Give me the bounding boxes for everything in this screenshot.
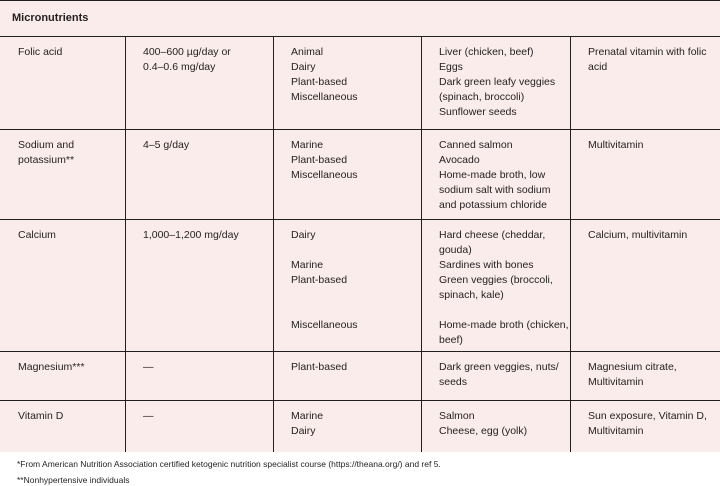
- cell-line: acid: [588, 61, 608, 73]
- nutrient-cell: [18, 228, 56, 243]
- amount-cell: [143, 360, 154, 375]
- cell-line: Marine: [291, 410, 324, 422]
- sources-cell: [291, 409, 323, 439]
- cell-line: Calcium: [18, 229, 56, 241]
- footnote-source: *From American Nutrition Association certified ketogenic nutrition specialist course (https://theana.org/) and ref 5.: [17, 459, 441, 469]
- row-divider: [0, 36, 720, 37]
- footnote-nonhypertensive: **Nonhypertensive individuals: [17, 475, 130, 485]
- cell-line: gouda): [439, 244, 472, 256]
- sources-cell: [291, 45, 358, 105]
- cell-line: beef): [439, 334, 463, 346]
- cell-line: potassium**: [18, 154, 75, 166]
- cell-line: Plant-based: [291, 274, 348, 286]
- sources-cell: [291, 138, 358, 183]
- cell-line: Canned salmon: [439, 139, 513, 151]
- cell-line: [291, 303, 358, 318]
- row-divider: [0, 400, 720, 401]
- foods-cell: [439, 45, 555, 120]
- nutrient-cell: [18, 45, 62, 60]
- supplement-cell: [588, 138, 643, 153]
- cell-line: Salmon: [439, 410, 475, 422]
- cell-line: Marine: [291, 139, 324, 151]
- cell-line: 1,000–1,200 mg/day: [143, 229, 239, 241]
- cell-line: Miscellaneous: [291, 319, 358, 331]
- cell-line: Sunflower seeds: [439, 106, 517, 118]
- cell-line: Miscellaneous: [291, 91, 358, 103]
- section-header: Micronutrients: [12, 12, 89, 24]
- foods-cell: [439, 138, 550, 213]
- amount-cell: [143, 138, 189, 153]
- cell-line: —: [143, 410, 154, 422]
- cell-line: [291, 243, 358, 258]
- cell-line: spinach, kale): [439, 289, 504, 301]
- cell-line: [291, 288, 358, 303]
- supplement-cell: [588, 409, 707, 439]
- sources-cell: [291, 228, 358, 333]
- column-divider: [421, 36, 422, 452]
- amount-cell: [143, 45, 231, 75]
- cell-line: Dairy: [291, 229, 316, 241]
- cell-line: Multivitamin: [588, 425, 644, 437]
- cell-line: Sun exposure, Vitamin D,: [588, 410, 707, 422]
- cell-line: 0.4–0.6 mg/day: [143, 61, 216, 73]
- column-divider: [273, 36, 274, 452]
- nutrient-cell: [18, 360, 85, 375]
- row-divider: [0, 351, 720, 352]
- cell-line: Cheese, egg (yolk): [439, 425, 528, 437]
- cell-line: Marine: [291, 259, 324, 271]
- cell-line: Liver (chicken, beef): [439, 46, 534, 58]
- cell-line: Avocado: [439, 154, 480, 166]
- supplement-cell: [588, 228, 687, 243]
- cell-line: sodium salt with sodium: [439, 184, 551, 196]
- nutrient-cell: [18, 409, 63, 424]
- cell-line: Multivitamin: [588, 139, 644, 151]
- cell-line: Magnesium citrate,: [588, 361, 677, 373]
- cell-line: Eggs: [439, 61, 463, 73]
- cell-line: Dark green leafy veggies: [439, 76, 556, 88]
- cell-line: seeds: [439, 376, 468, 388]
- amount-cell: [143, 409, 154, 424]
- cell-line: Hard cheese (cheddar,: [439, 229, 546, 241]
- cell-line: Green veggies (broccoli,: [439, 274, 553, 286]
- cell-line: Sodium and: [18, 139, 75, 151]
- cell-line: Animal: [291, 46, 324, 58]
- cell-line: Plant-based: [291, 154, 348, 166]
- foods-cell: [439, 409, 527, 439]
- cell-line: Magnesium***: [18, 361, 85, 373]
- cell-line: Miscellaneous: [291, 169, 358, 181]
- cell-line: Dark green veggies, nuts/: [439, 361, 559, 373]
- nutrient-cell: [18, 138, 74, 168]
- cell-line: Plant-based: [291, 76, 348, 88]
- column-divider: [125, 36, 126, 452]
- cell-line: Home-made broth, low: [439, 169, 546, 181]
- cell-line: 400–600 µg/day or: [143, 46, 231, 58]
- cell-line: [439, 303, 569, 318]
- supplement-cell: [588, 45, 706, 75]
- amount-cell: [143, 228, 239, 243]
- row-divider: [0, 129, 720, 130]
- row-divider: [0, 0, 720, 1]
- column-divider: [570, 36, 571, 452]
- cell-line: Dairy: [291, 61, 316, 73]
- cell-line: Home-made broth (chicken,: [439, 319, 569, 331]
- cell-line: Vitamin D: [18, 410, 64, 422]
- cell-line: 4–5 g/day: [143, 139, 190, 151]
- cell-line: Folic acid: [18, 46, 63, 58]
- cell-line: Calcium, multivitamin: [588, 229, 688, 241]
- cell-line: Sardines with bones: [439, 259, 534, 271]
- sources-cell: [291, 360, 347, 375]
- supplement-cell: [588, 360, 677, 390]
- cell-line: Prenatal vitamin with folic: [588, 46, 707, 58]
- foods-cell: [439, 228, 569, 348]
- cell-line: —: [143, 361, 154, 373]
- cell-line: Plant-based: [291, 361, 348, 373]
- row-divider: [0, 219, 720, 220]
- cell-line: Dairy: [291, 425, 316, 437]
- cell-line: and potassium chloride: [439, 199, 547, 211]
- cell-line: (spinach, broccoli): [439, 91, 525, 103]
- cell-line: Multivitamin: [588, 376, 644, 388]
- foods-cell: [439, 360, 559, 390]
